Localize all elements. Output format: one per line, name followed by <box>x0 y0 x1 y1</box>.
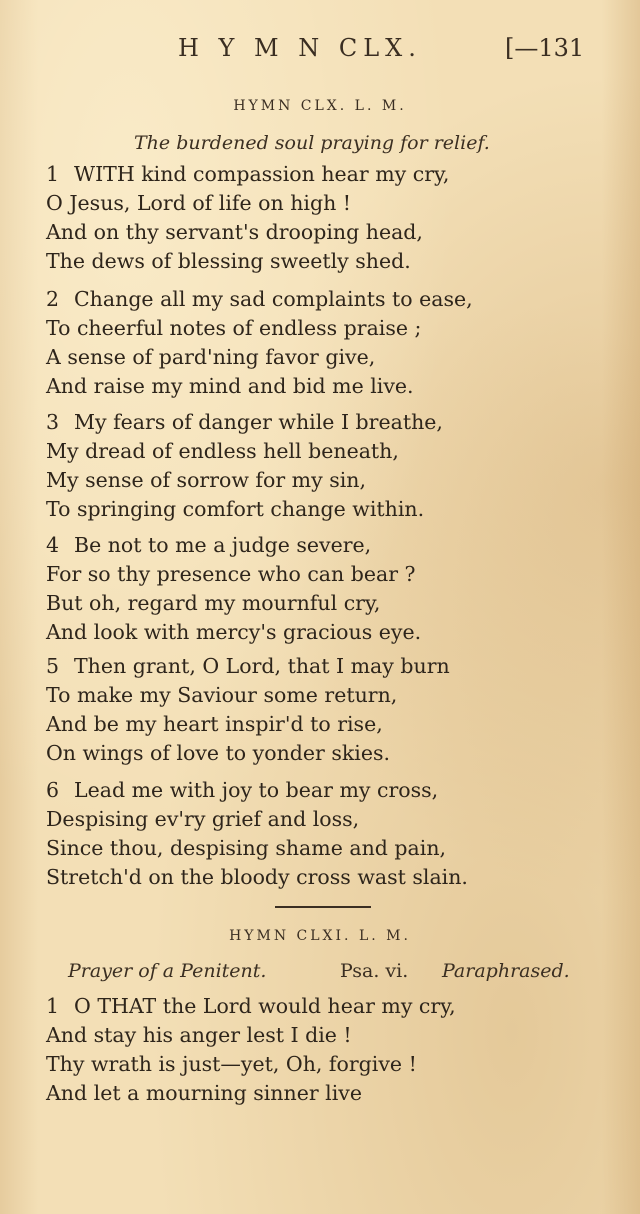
verse-line: 4 Be not to me a judge severe, <box>46 531 606 560</box>
page-number: [—131 <box>505 34 585 62</box>
stanza <box>46 652 606 768</box>
verse-line: And be my heart inspir'd to rise, <box>46 712 383 736</box>
verse-line: And let a mourning sinner live <box>46 1081 362 1105</box>
verse-line: For so thy presence who can bear ? <box>46 562 416 586</box>
stanza <box>46 776 606 892</box>
hymn-subtitle-title: Prayer of a Penitent. <box>68 960 267 982</box>
running-head <box>0 30 640 70</box>
stanza-number: 1 <box>46 994 60 1018</box>
verse-line: And look with mercy's gracious eye. <box>46 620 422 644</box>
verse-line: My dread of endless hell beneath, <box>46 439 399 463</box>
stanza-number: 1 <box>46 162 60 186</box>
verse-line: Since thou, despising shame and pain, <box>46 836 447 860</box>
verse-line: 1 WITH kind compassion hear my cry, <box>46 160 606 189</box>
verse-line: The dews of blessing sweetly shed. <box>46 249 411 273</box>
stanza <box>46 285 606 401</box>
stanza <box>46 408 606 524</box>
verse-line: On wings of love to yonder skies. <box>46 741 391 765</box>
hymn-subtitle: The burdened soul praying for relief. <box>134 132 490 154</box>
verse-line: 3 My fears of danger while I breathe, <box>46 408 606 437</box>
stanza-number: 3 <box>46 410 60 434</box>
verse-line: Stretch'd on the bloody cross wast slain. <box>46 865 468 889</box>
verse-line: 5 Then grant, O Lord, that I may burn <box>46 652 606 681</box>
hymn-heading: HYMN CLX. L. M. <box>233 98 407 114</box>
stanza <box>46 992 606 1108</box>
verse-line: 6 Lead me with joy to bear my cross, <box>46 776 606 805</box>
verse-line: And stay his anger lest I die ! <box>46 1023 352 1047</box>
verse-line: 1 O THAT the Lord would hear my cry, <box>46 992 606 1021</box>
verse-line: My sense of sorrow for my sin, <box>46 468 367 492</box>
verse-line: A sense of pard'ning favor give, <box>46 345 376 369</box>
stanza-number: 5 <box>46 654 60 678</box>
verse-line: And on thy servant's drooping head, <box>46 220 423 244</box>
stanza-number: 4 <box>46 533 60 557</box>
stanza <box>46 531 606 647</box>
verse-line: To cheerful notes of endless praise ; <box>46 316 422 340</box>
verse-line: 2 Change all my sad complaints to ease, <box>46 285 606 314</box>
stanza-number: 2 <box>46 287 60 311</box>
hymn-subtitle-note: Paraphrased. <box>442 960 570 982</box>
verse-line: O Jesus, Lord of life on high ! <box>46 191 352 215</box>
running-title: H Y M N CLX. <box>178 34 422 62</box>
verse-line: To springing comfort change within. <box>46 497 425 521</box>
hymn-subtitle-psalm: Psa. vi. <box>340 960 409 982</box>
verse-line: Despising ev'ry grief and loss, <box>46 807 360 831</box>
stanza-number: 6 <box>46 778 60 802</box>
verse-line: And raise my mind and bid me live. <box>46 374 414 398</box>
stanza <box>46 160 606 276</box>
section-divider <box>275 906 371 908</box>
verse-line: But oh, regard my mournful cry, <box>46 591 381 615</box>
hymn-heading: HYMN CLXI. L. M. <box>229 928 411 944</box>
verse-line: To make my Saviour some return, <box>46 683 398 707</box>
verse-line: Thy wrath is just—yet, Oh, forgive ! <box>46 1052 417 1076</box>
